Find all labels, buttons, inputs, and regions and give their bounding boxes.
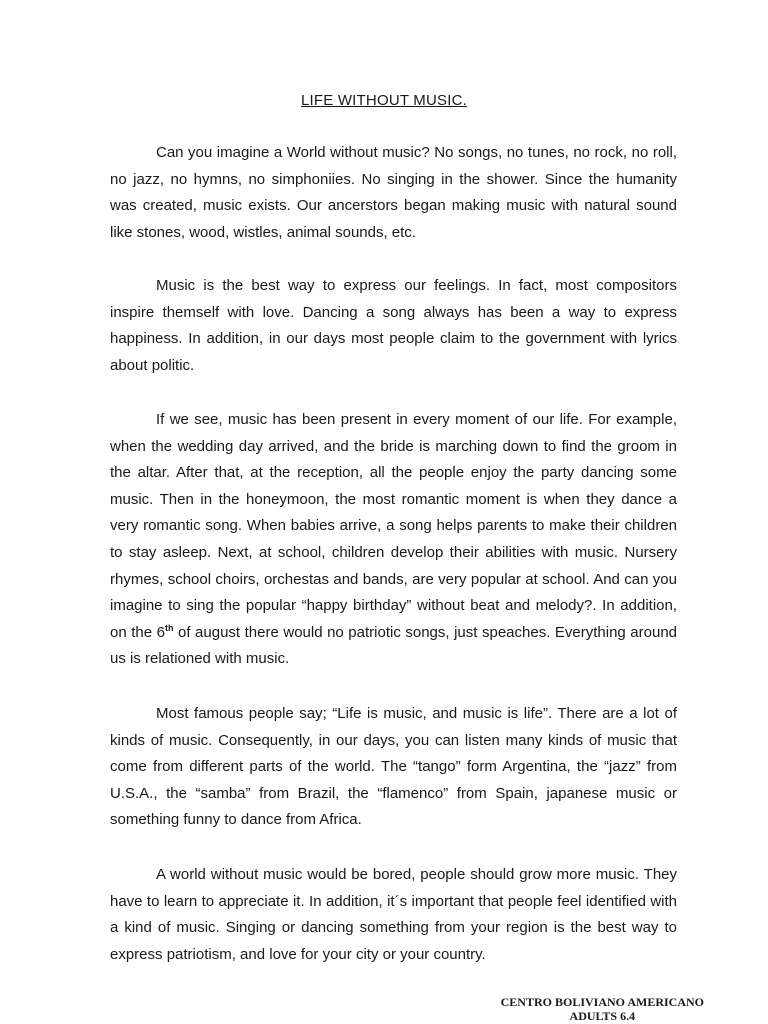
paragraph-3-text-end: of august there would no patriotic songs, just speaches. Everything around us is relationed with music.: [110, 623, 678, 668]
document-title: LIFE WITHOUT MUSIC.: [300, 92, 468, 109]
paragraph-3: [110, 407, 677, 673]
paragraph-1: Can you imagine a World without music? No songs, no tunes, no rock, no roll, no jazz, no hymns, no simphoniies. No singing in the shower. Since the humanity was created, music exists. Our ancerstors began making music with natural sound like stones, wood, wistles, animal sounds, etc.: [110, 144, 677, 241]
ordinal-superscript: th: [164, 622, 174, 633]
paragraph-3-text-start: If we see, music has been present in every moment of our life. For example, when the wedding day arrived, and the bride is marching down to find the groom in the altar. After that, at the reception, all the people enjoy the party dancing some music. Then in the honeymoon, the most romantic moment is when they dance a very romantic song. When babies arrive, a song helps parents to make their children to stay asleep. Next, at school, children develop their abilities with music. Nursery rhymes, school choirs, orchestas and bands, are very popular at school. And can you imagine to sing the popular “happy birthday” without beat and melody?. In addition, on the 6: [110, 411, 677, 641]
footer-course: ADULTS 6.4: [569, 1009, 636, 1023]
footer-institution: CENTRO BOLIVIANO AMERICANO: [500, 995, 704, 1009]
paragraph-4: Most famous people say; “Life is music, and music is life”. There are a lot of kinds of music. Consequently, in our days, you can listen many kinds of music that come from different parts of the world. The “tango” form Argentina, the “jazz” from U.S.A., the “samba” from Brazil, the “flamenco” from Spain, japanese music or something funny to dance from Africa.: [110, 705, 677, 829]
paragraph-2: Music is the best way to express our feelings. In fact, most compositors inspire themself with love. Dancing a song always has been a way to express happiness. In addition, in our days most people claim to the government with lyrics about politic.: [110, 277, 677, 374]
paragraph-5: A world without music would be bored, people should grow more music. They have to learn to appreciate it. In addition, it´s important that people feel identified with a kind of music. Singing or dancing something from your region is the best way to express patriotism, and love for your city or your country.: [110, 866, 677, 963]
footer-block: [501, 995, 704, 1023]
